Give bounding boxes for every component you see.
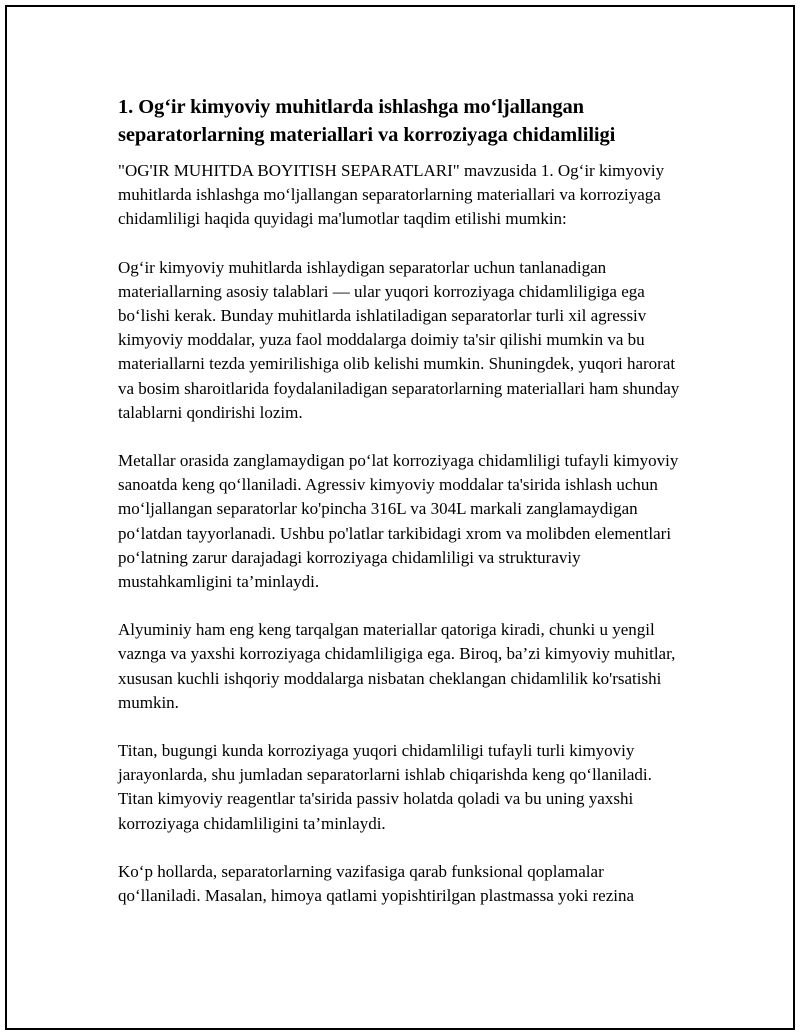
paragraph-aluminium: Alyuminiy ham eng keng tarqalgan materiallar qatoriga kiradi, chunki u yengil vaznga va yaxshi korroziyaga chidamliligiga ega. Biroq, ba’zi kimyoviy muhitlar, xususan kuchli ishqoriy moddalarga nisbatan cheklangan chidamlilik ko'rsatishi mumkin. — [118, 620, 676, 712]
paragraph-titanium: Titan, bugungi kunda korroziyaga yuqori chidamliligi tufayli turli kimyoviy jarayonlarda, shu jumladan separatorlarni ishlab chiqarishda keng qo‘llaniladi. Titan kimyoviy reagentlar ta'sirida passiv holatda qoladi va bu uning yaxshi korroziyaga chidamliligini ta’minlaydi. — [118, 741, 652, 833]
document-body — [118, 93, 690, 932]
paragraph-intro: "OG'IR MUHITDA BOYITISH SEPARATLARI" mavzusida 1. Og‘ir kimyoviy muhitlarda ishlashga mo‘ljallangan separatorlarning materiallari va korroziyaga chidamliligi haqida quyidagi ma'lumotlar taqdim etilishi mumkin: — [118, 161, 665, 229]
paragraph-stainless-steel: Metallar orasida zanglamaydigan po‘lat korroziyaga chidamliligi tufayli kimyoviy sanoatda keng qo‘llaniladi. Agressiv kimyoviy moddalar ta'sirida ishlash uchun mo‘ljallangan separatorlar ko'pincha 316L va 304L markali zanglamaydigan po‘latdan tayyorlanadi. Ushbu po'latlar tarkibidagi xrom va molibden elementlari po‘latning zarur darajadagi korroziyaga chidamliligi va strukturaviy mustahkamligini ta’minlaydi. — [118, 451, 679, 592]
paragraph-material-requirements: Og‘ir kimyoviy muhitlarda ishlaydigan separatorlar uchun tanlanadigan materiallarning asosiy talablari — ular yuqori korroziyaga chidamliligiga ega bo‘lishi kerak. Bunday muhitlarda ishlatiladigan separatorlar turli xil agressiv kimyoviy moddalar, yuza faol moddalarga doimiy ta'sir qilishi mumkin va bu materiallarni tezda yemirilishiga olib kelishi mumkin. Shuningdek, yuqori harorat va bosim sharoitlarida foydalaniladigan separatorlarning materiallari ham shunday talablarni qondirishi lozim. — [118, 257, 680, 422]
paragraph-coatings: Ko‘p hollarda, separatorlarning vazifasiga qarab funksional qoplamalar qo‘llaniladi. Masalan, himoya qatlami yopishtirilgan plastmassa yoki rezina — [118, 861, 635, 906]
document-title: 1. Og‘ir kimyoviy muhitlarda ishlashga mo‘ljallangan separatorlarning materiallari va korroziyaga chidamliligi — [118, 96, 616, 146]
